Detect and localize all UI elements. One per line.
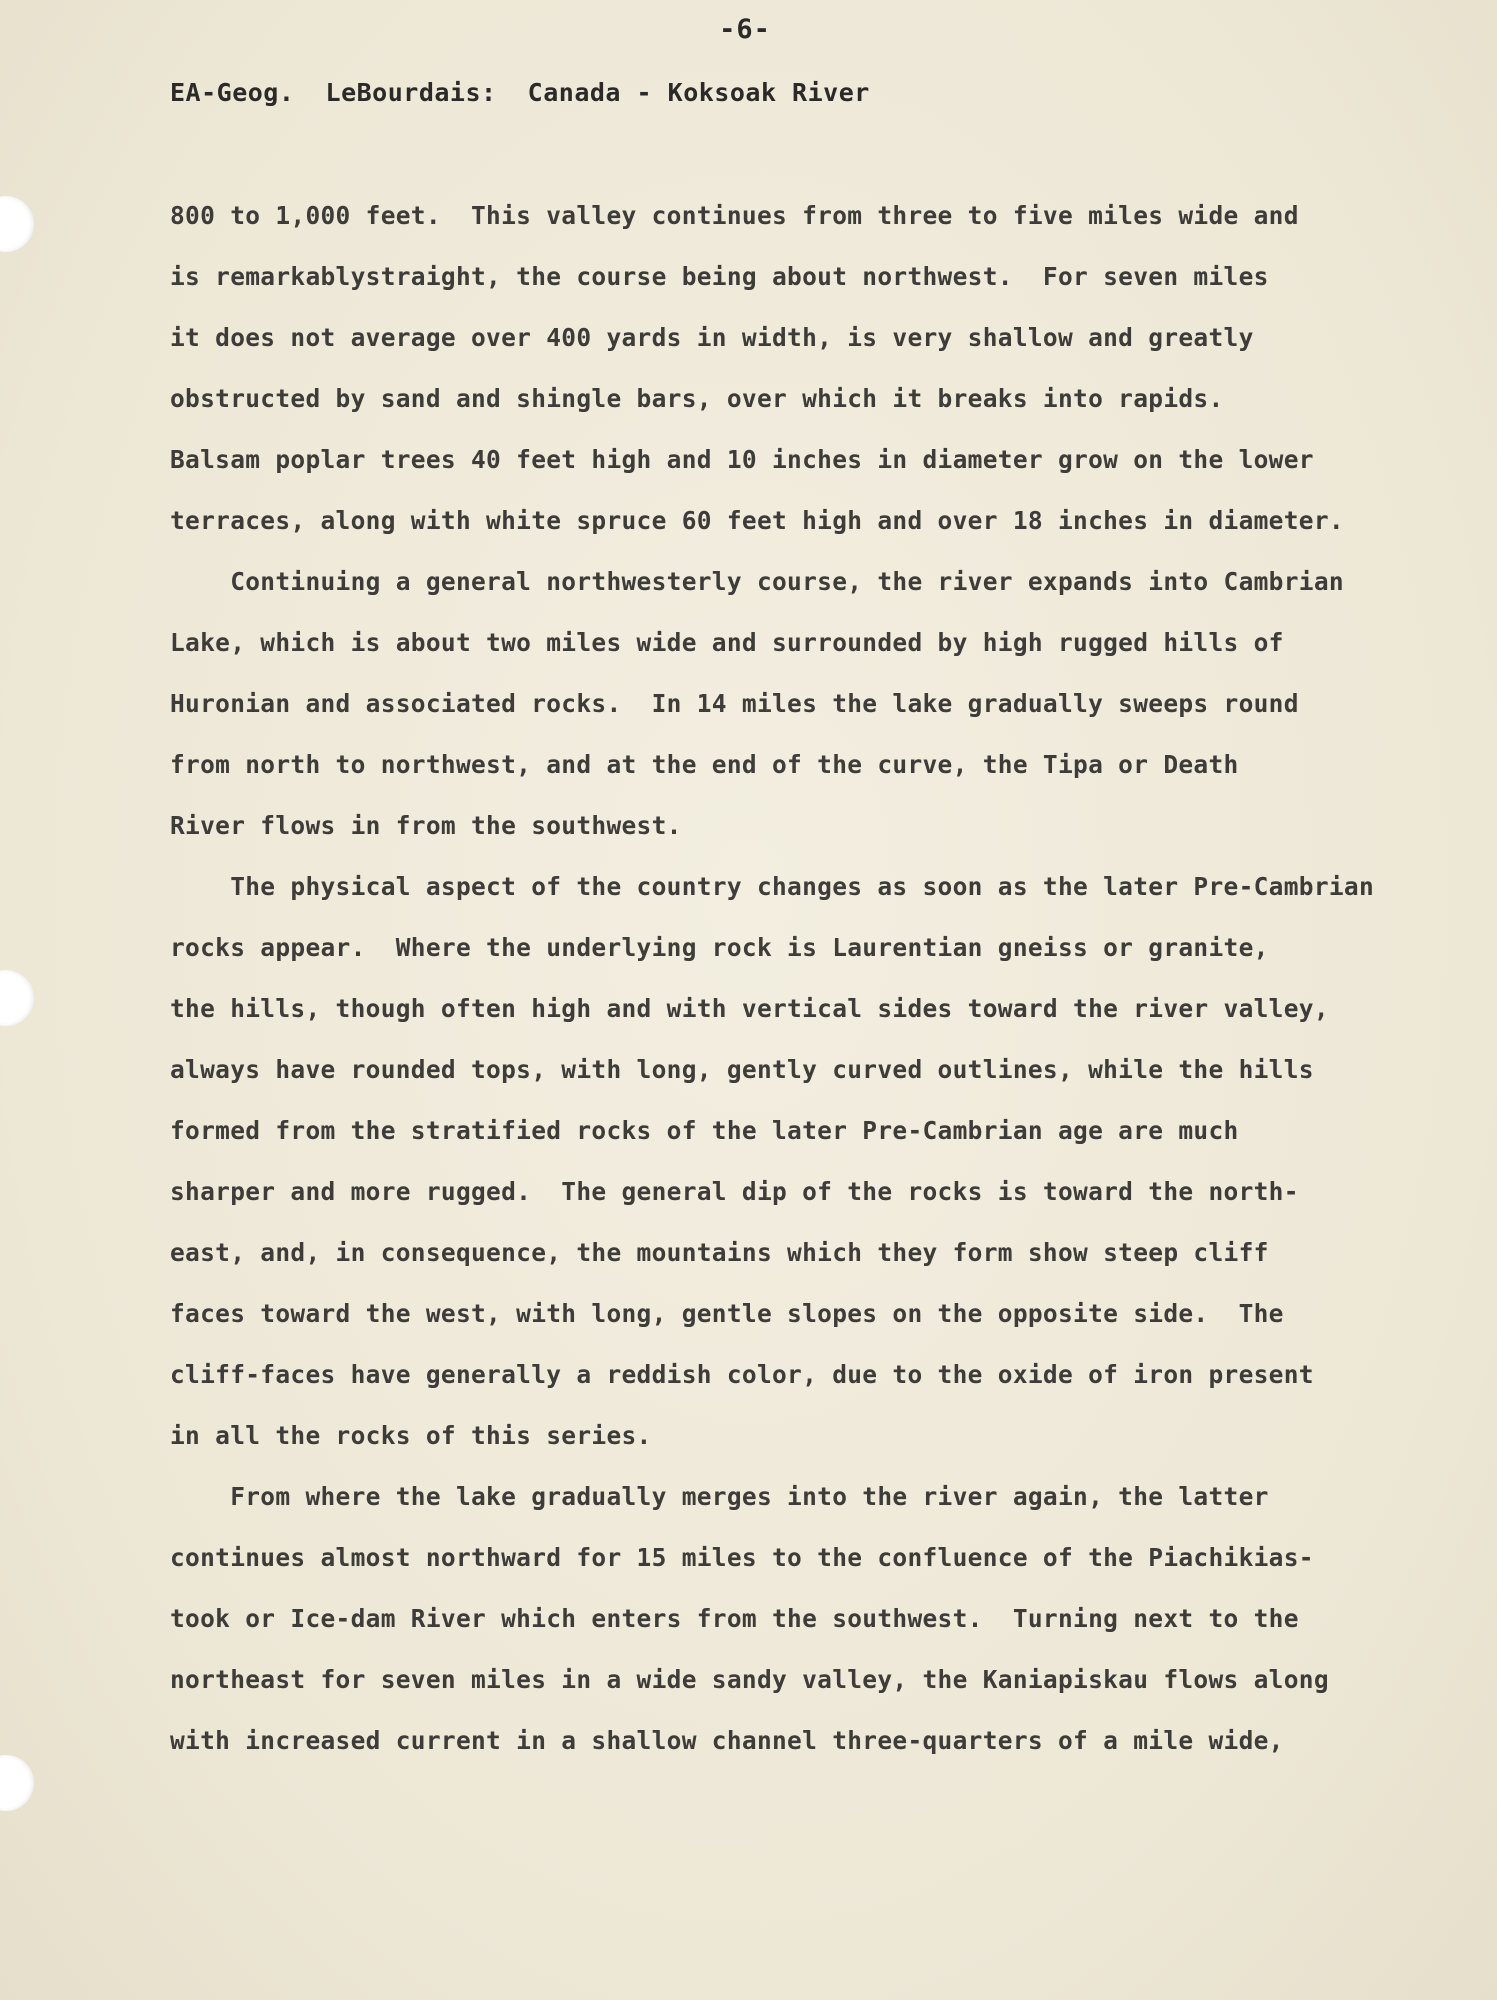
body-text xyxy=(170,196,1420,1782)
text-line: took or Ice-dam River which enters from the southwest. Turning next to the xyxy=(170,1604,1299,1633)
text-line: is remarkablystraight, the course being about northwest. For seven miles xyxy=(170,262,1269,291)
punch-hole-top xyxy=(0,196,34,252)
page-number: -6- xyxy=(719,14,771,45)
text-line: Huronian and associated rocks. In 14 miles the lake gradually sweeps round xyxy=(170,689,1299,718)
text-line: sharper and more rugged. The general dip of the rocks is toward the north- xyxy=(170,1177,1299,1206)
text-line: Continuing a general northwesterly course, the river expands into Cambrian xyxy=(170,567,1344,596)
document-header: EA-Geog. LeBourdais: Canada - Koksoak River xyxy=(170,78,870,107)
text-line: terraces, along with white spruce 60 feet high and over 18 inches in diameter. xyxy=(170,506,1344,535)
text-line: The physical aspect of the country changes as soon as the later Pre-Cambrian xyxy=(170,872,1375,901)
text-line: River flows in from the southwest. xyxy=(170,811,682,840)
text-line: from north to northwest, and at the end of the curve, the Tipa or Death xyxy=(170,750,1239,779)
text-line: northeast for seven miles in a wide sandy valley, the Kaniapiskau flows along xyxy=(170,1665,1329,1694)
text-line: Balsam poplar trees 40 feet high and 10 inches in diameter grow on the lower xyxy=(170,445,1314,474)
text-line: Lake, which is about two miles wide and surrounded by high rugged hills of xyxy=(170,628,1284,657)
text-line: faces toward the west, with long, gentle slopes on the opposite side. The xyxy=(170,1299,1284,1328)
text-line: 800 to 1,000 feet. This valley continues from three to five miles wide and xyxy=(170,201,1299,230)
text-line: always have rounded tops, with long, gently curved outlines, while the hills xyxy=(170,1055,1314,1084)
punch-hole-middle xyxy=(0,970,34,1026)
text-line: in all the rocks of this series. xyxy=(170,1421,652,1450)
text-line: rocks appear. Where the underlying rock is Laurentian gneiss or granite, xyxy=(170,933,1269,962)
text-line: it does not average over 400 yards in width, is very shallow and greatly xyxy=(170,323,1254,352)
text-line: From where the lake gradually merges into the river again, the latter xyxy=(170,1482,1269,1511)
punch-hole-bottom xyxy=(0,1755,34,1811)
text-line: the hills, though often high and with vertical sides toward the river valley, xyxy=(170,994,1329,1023)
text-line: continues almost northward for 15 miles to the confluence of the Piachikias- xyxy=(170,1543,1314,1572)
text-line: formed from the stratified rocks of the later Pre-Cambrian age are much xyxy=(170,1116,1239,1145)
text-line: cliff-faces have generally a reddish color, due to the oxide of iron present xyxy=(170,1360,1314,1389)
text-line: obstructed by sand and shingle bars, over which it breaks into rapids. xyxy=(170,384,1224,413)
text-line: east, and, in consequence, the mountains which they form show steep cliff xyxy=(170,1238,1269,1267)
text-line: with increased current in a shallow channel three-quarters of a mile wide, xyxy=(170,1726,1284,1755)
